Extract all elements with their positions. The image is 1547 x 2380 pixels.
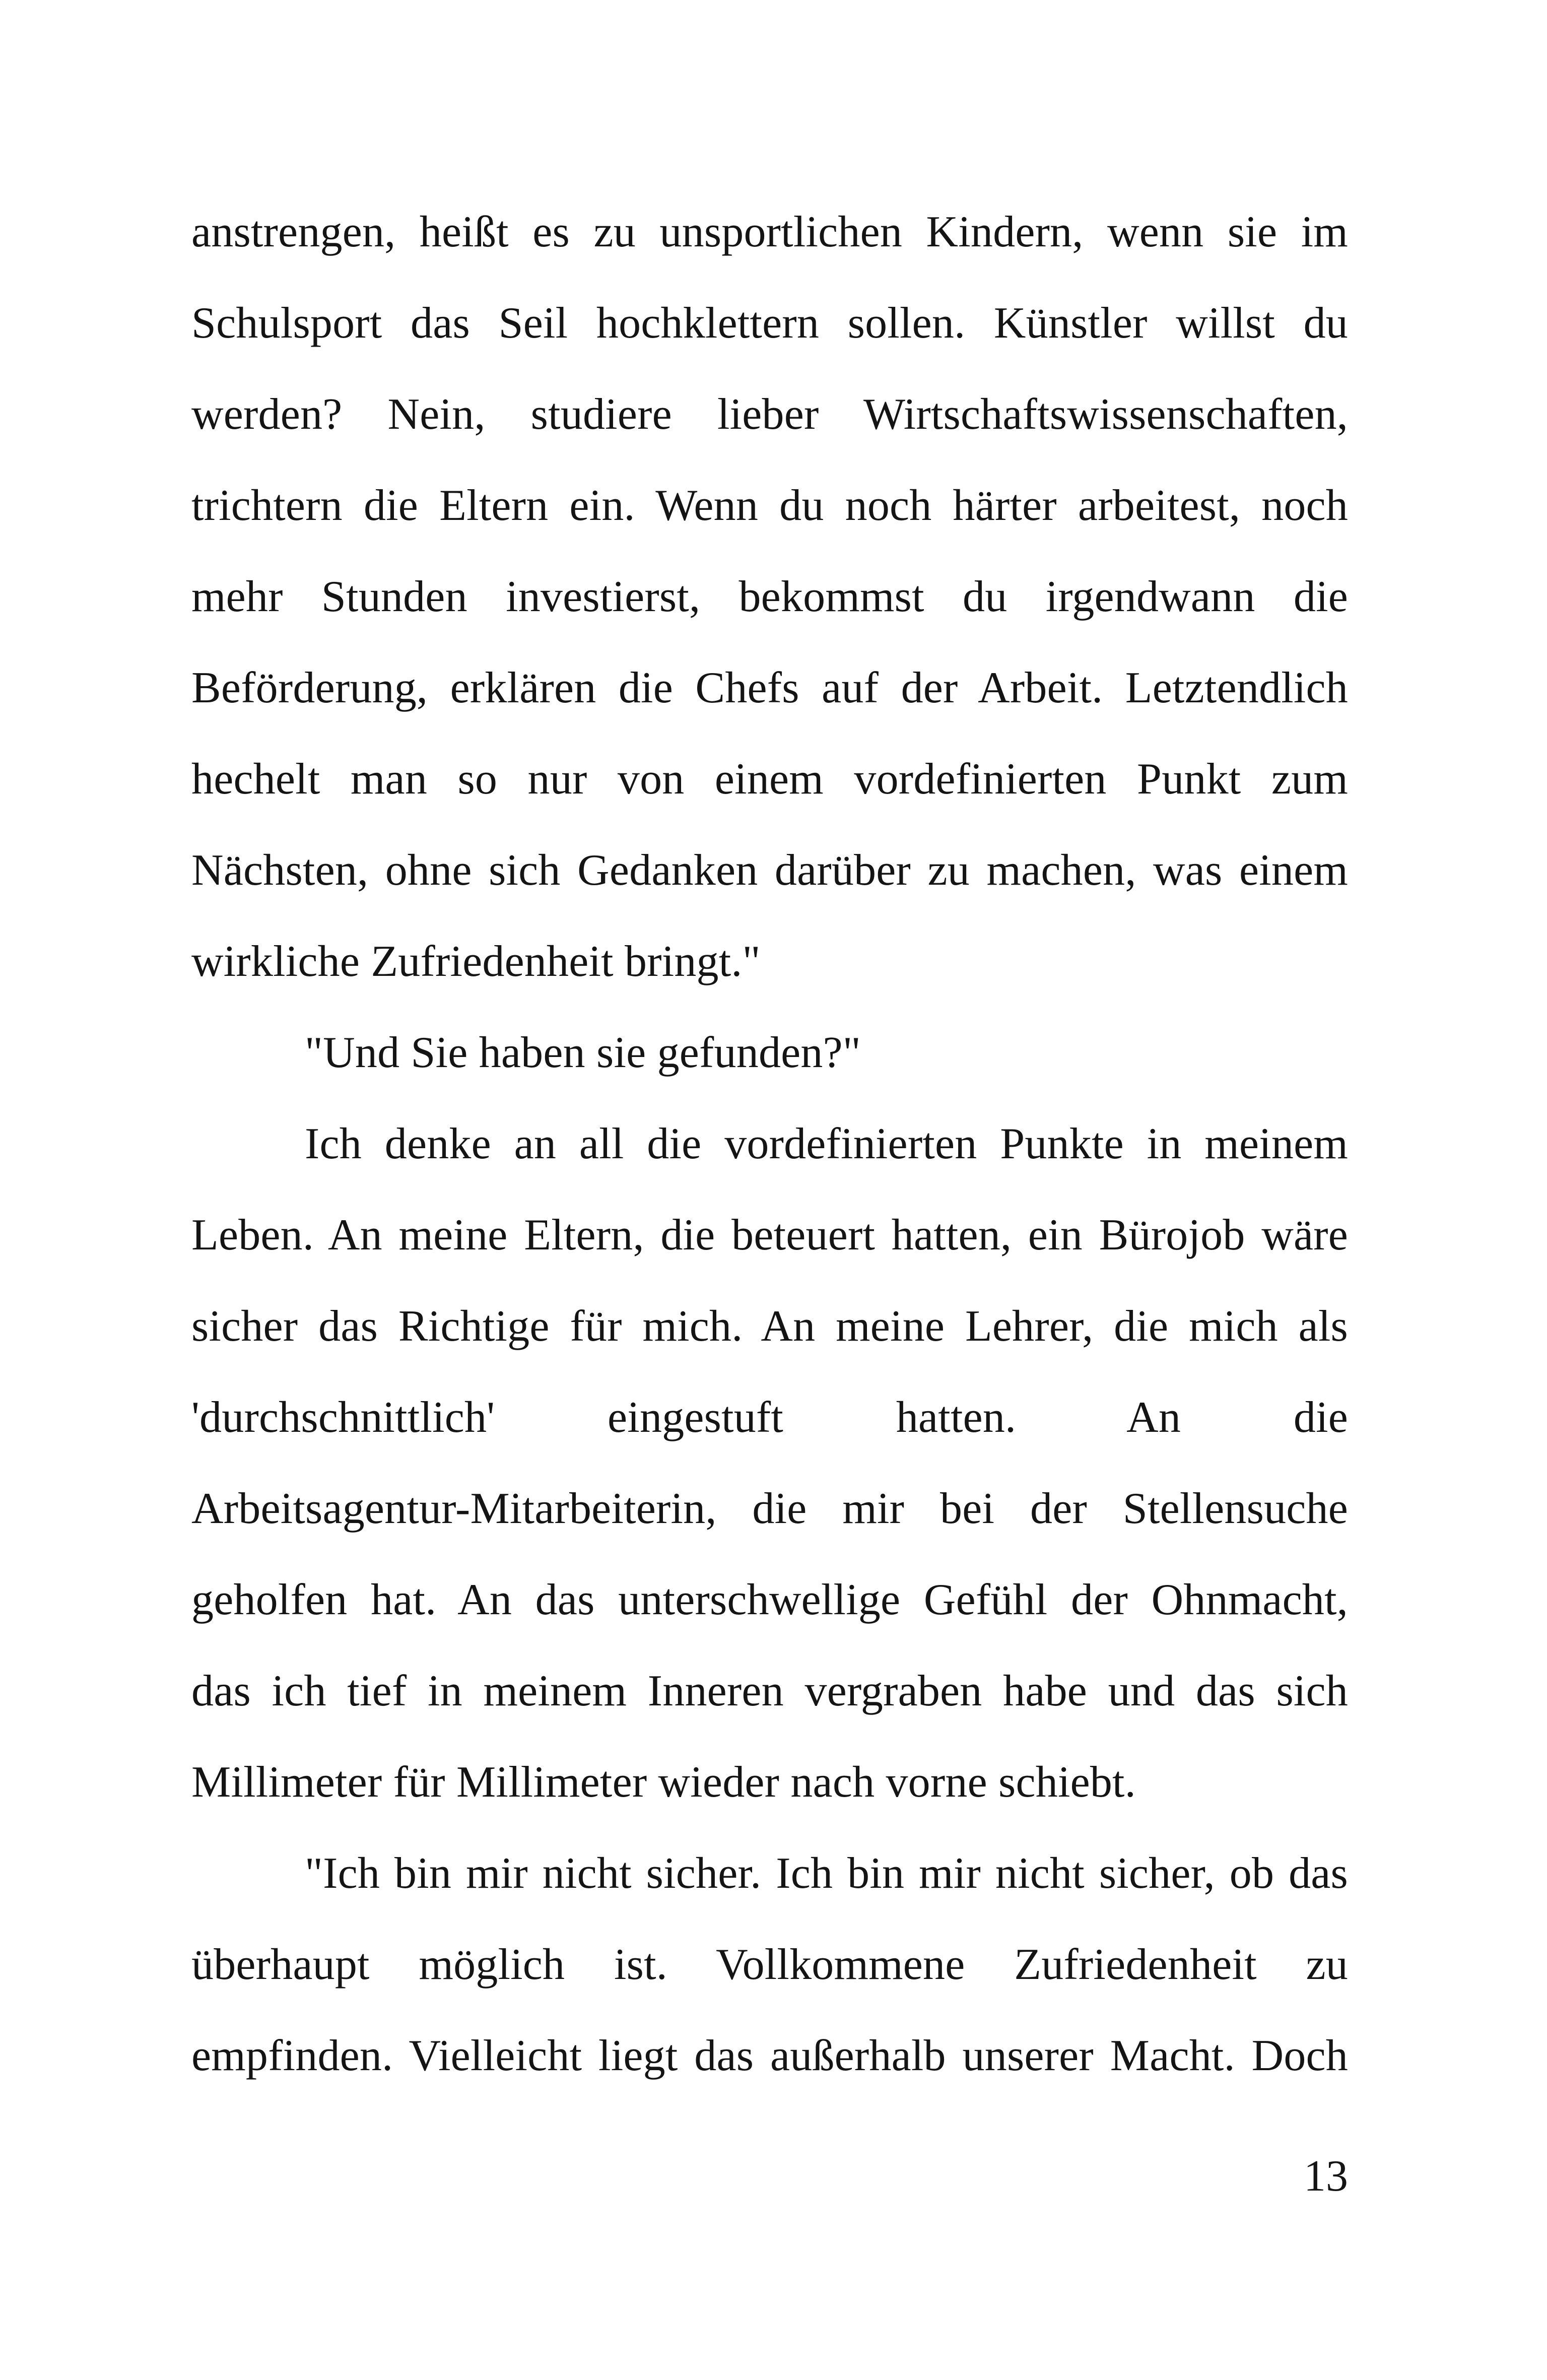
- text-line-5: mehr Stunden investierst, bekommst du irgendwann die: [191, 572, 1348, 621]
- text-line-19: "Ich bin mir nicht sicher. Ich bin mir nicht sicher, ob das: [305, 1849, 1348, 1898]
- text-line-17: das ich tief in meinem Inneren vergraben habe und das sich: [191, 1667, 1348, 1715]
- text-line-4: trichtern die Eltern ein. Wenn du noch härter arbeitest, noch: [191, 481, 1348, 530]
- text-line-12: Leben. An meine Eltern, die beteuert hatten, ein Bürojob wäre: [191, 1211, 1348, 1260]
- text-line-2: Schulsport das Seil hochklettern sollen. Künstler willst du: [191, 299, 1348, 348]
- text-line-18: Millimeter für Millimeter wieder nach vorne schiebt.: [191, 1758, 1136, 1807]
- text-line-3: werden? Nein, studiere lieber Wirtschaftswissenschaften,: [191, 390, 1348, 439]
- body-text: [191, 186, 1348, 2101]
- text-line-15: Arbeitsagentur-Mitarbeiterin, die mir bei der Stellensuche: [191, 1484, 1348, 1533]
- text-line-7: hechelt man so nur von einem vordefinierten Punkt zum: [191, 755, 1348, 804]
- text-line-9: wirkliche Zufriedenheit bringt.": [191, 937, 761, 986]
- text-line-21: empfinden. Vielleicht liegt das außerhalb unserer Macht. Doch: [191, 2031, 1348, 2080]
- text-line-1: anstrengen, heißt es zu unsportlichen Kindern, wenn sie im: [191, 208, 1348, 256]
- text-line-14: 'durchschnittlich' eingestuft hatten. An die: [191, 1393, 1348, 1442]
- text-line-20: überhaupt möglich ist. Vollkommene Zufriedenheit zu: [191, 1940, 1348, 1989]
- text-line-11: Ich denke an all die vordefinierten Punkte in meinem: [305, 1119, 1348, 1168]
- text-line-8: Nächsten, ohne sich Gedanken darüber zu machen, was einem: [191, 846, 1348, 895]
- text-line-16: geholfen hat. An das unterschwellige Gefühl der Ohnmacht,: [191, 1575, 1348, 1624]
- text-line-10: "Und Sie haben sie gefunden?": [305, 1028, 861, 1077]
- page-number: 13: [1304, 2152, 1348, 2201]
- text-line-13: sicher das Richtige für mich. An meine Lehrer, die mich als: [191, 1302, 1348, 1351]
- text-line-6: Beförderung, erklären die Chefs auf der Arbeit. Letztendlich: [191, 664, 1348, 712]
